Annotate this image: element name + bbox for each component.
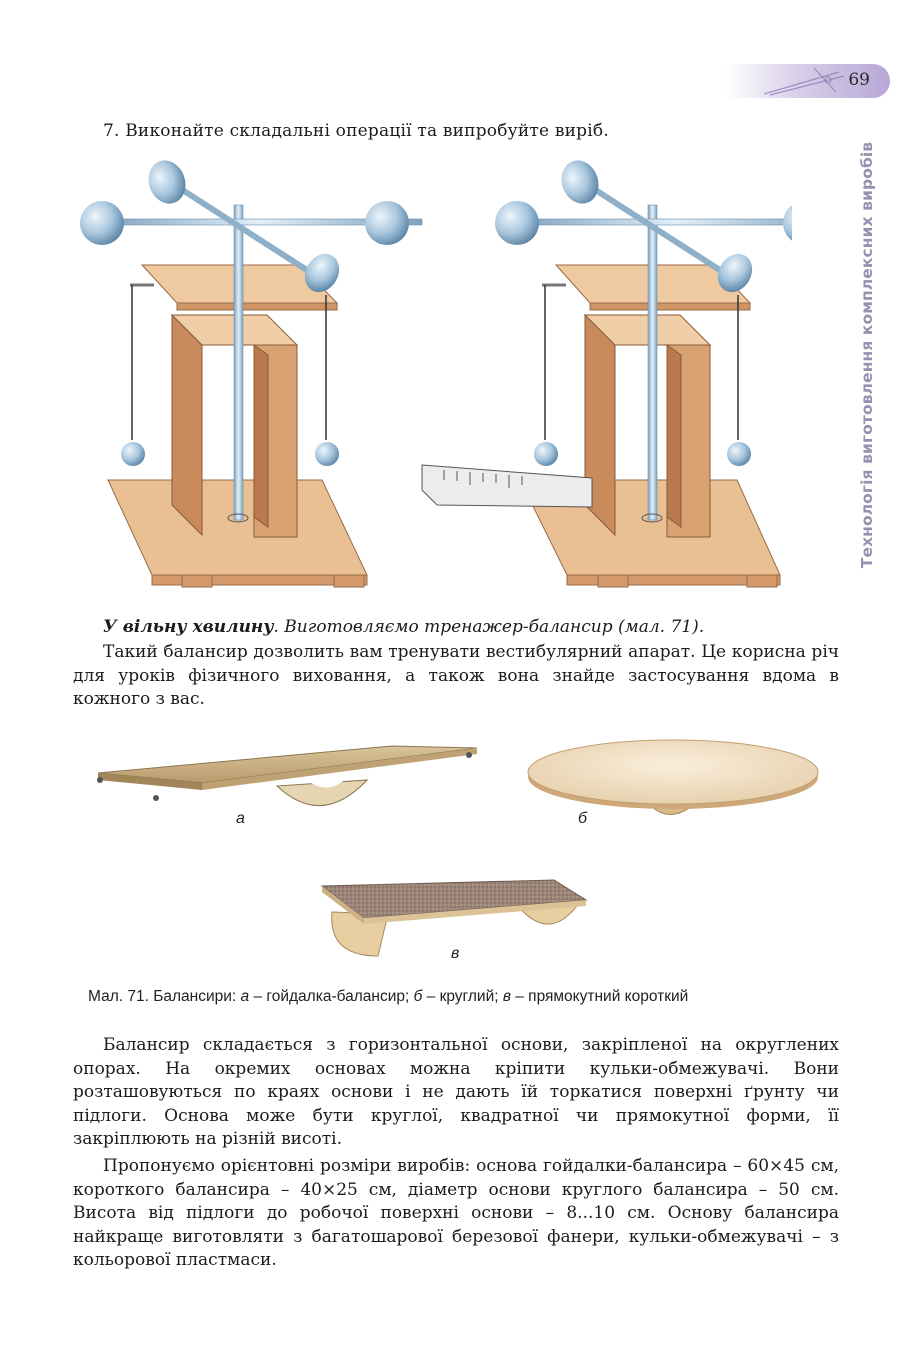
round-balancer-image <box>526 725 826 830</box>
drawing-tools-icon <box>744 66 854 96</box>
paragraph-intro: Такий балансир дозволить вам тренувати вестибулярний апарат. Це корисна річ для уроків фізичного виховання, а також вона знайде застосування вдома в кожного з вас. <box>73 642 839 710</box>
free-time-lead <box>103 617 704 637</box>
rocker-balancer-image <box>92 728 482 828</box>
left-assembly <box>80 155 422 587</box>
paragraph-dimensions: Пропонуємо орієнтовні розміри виробів: основа гойдалки-балансира – 60×45 см, короткого балансира – 40×25 см, діаметр основи круглого балансира – 50 см. Висота від підлоги до робочої поверхні основи – 8...10 см. Основу балансира найкраще виготовляти з багатошарової березової фанери, кульки-обмежувачі – з кольорової пластмаси. <box>73 1156 839 1271</box>
right-assembly <box>422 155 792 587</box>
step-7-text: 7. Виконайте складальні операції та випробуйте виріб. <box>103 121 609 141</box>
paragraph-construction: Балансир складається з горизонтальної основи, закріпленої на округлених опорах. На окремих основах можна кріпити кульки-обмежувачі. Вони розташовуються по краях основи і не дають їй торкатися поверхні ґрунту чи підлоги. Основа може бути круглої, квадратної чи прямокутної форми, її закріплюють на різній висоті. <box>73 1035 839 1150</box>
lead-bold: У вільну хвилину <box>103 617 274 637</box>
assembly-illustration <box>72 155 792 595</box>
figure-label-b: б <box>578 810 587 827</box>
page-number-tab <box>724 64 890 98</box>
lead-rest: . Виготовляємо тренажер-балансир (мал. 71). <box>273 617 705 637</box>
figure-label-c: в <box>451 945 460 962</box>
side-chapter-title: Технологія виготовлення комплексних виробів <box>858 141 876 569</box>
figure-label-a: а <box>236 810 245 827</box>
page-number: 69 <box>848 70 870 90</box>
figure-caption: Мал. 71. Балансири: а – гойдалка-балансир; б – круглий; в – прямокутний короткий <box>88 988 689 1005</box>
